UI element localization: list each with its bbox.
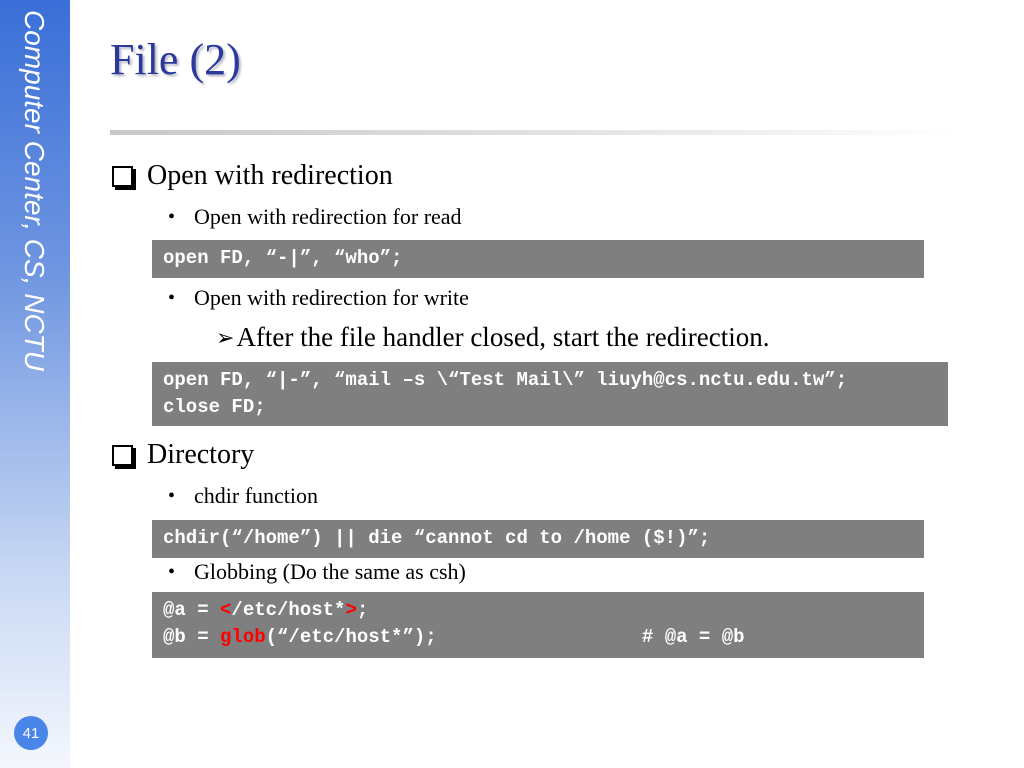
dot-bullet-icon: •	[168, 560, 176, 583]
title-divider	[110, 130, 960, 135]
code-comment: # @a = @b	[641, 626, 745, 648]
bullet-directory	[112, 439, 254, 471]
checkbox-bullet-icon	[112, 166, 133, 187]
code-text: @b =	[163, 626, 221, 648]
code-block-read	[152, 240, 924, 278]
code-line-1	[163, 599, 368, 621]
arrow-bullet-icon: ➢	[216, 324, 235, 350]
code-text: (“/etc/host*”);	[265, 626, 437, 648]
sub-bullet-chdir	[168, 483, 318, 509]
sub-bullet-text: chdir function	[194, 483, 319, 508]
code-block-write	[152, 362, 948, 426]
code-line: close FD;	[163, 396, 266, 418]
sub-sub-bullet-text: After the file handler closed, start the redirection.	[236, 322, 770, 352]
slide-title: File (2)	[110, 35, 241, 84]
sub-bullet-write	[168, 285, 469, 311]
code-text: ;	[356, 599, 369, 621]
angle-close: >	[345, 599, 357, 621]
angle-open: <	[220, 599, 232, 621]
sub-bullet-text: Open with redirection for read	[194, 204, 462, 229]
code-block-glob	[152, 592, 924, 658]
code-line-2	[163, 626, 745, 648]
sidebar	[0, 0, 70, 768]
bullet-open-with-redirection	[112, 160, 393, 192]
code-block-chdir	[152, 520, 924, 558]
page-number-badge: 41	[14, 716, 48, 750]
glob-keyword: glob	[220, 626, 266, 648]
code-text: @a =	[163, 599, 221, 621]
code-line: open FD, “-|”, “who”;	[163, 247, 403, 269]
sub-bullet-read	[168, 204, 462, 230]
dot-bullet-icon: •	[168, 484, 176, 507]
organization-label: Computer Center, CS, NCTU	[19, 10, 50, 371]
dot-bullet-icon: •	[168, 286, 176, 309]
bullet-text: Directory	[147, 439, 255, 470]
bullet-text: Open with redirection	[147, 160, 393, 191]
code-line: open FD, “|-”, “mail –s \“Test Mail\” liuyh@cs.nctu.edu.tw”;	[163, 369, 848, 391]
sub-bullet-text: Globbing (Do the same as csh)	[194, 559, 466, 584]
sub-bullet-glob	[168, 559, 466, 585]
code-text: /etc/host*	[231, 599, 346, 621]
dot-bullet-icon: •	[168, 205, 176, 228]
sub-bullet-text: Open with redirection for write	[194, 285, 469, 310]
checkbox-bullet-icon	[112, 445, 133, 466]
sub-sub-bullet-note	[216, 322, 769, 353]
code-line: chdir(“/home”) || die “cannot cd to /home ($!)”;	[163, 527, 711, 549]
